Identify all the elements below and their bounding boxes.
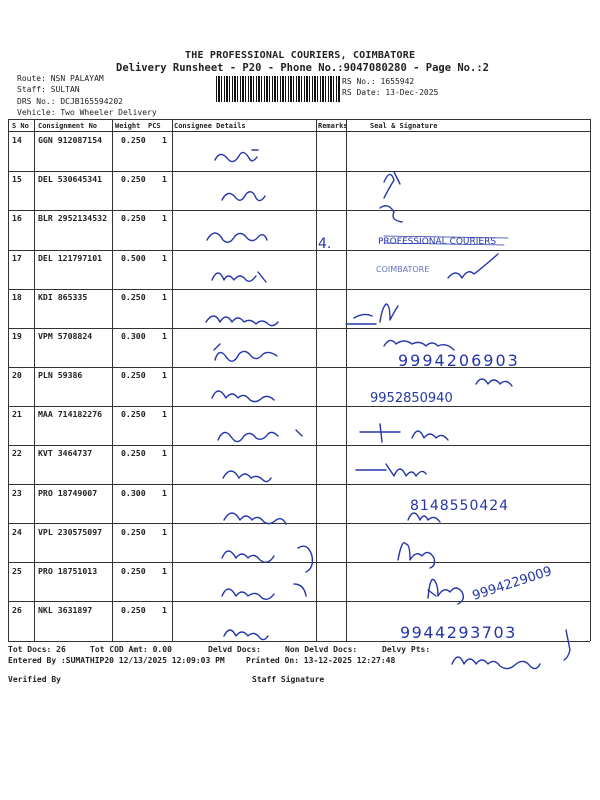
row-pcs: 1 bbox=[162, 488, 167, 498]
col-consignment: Consignment No bbox=[38, 122, 98, 130]
row-pcs: 1 bbox=[162, 174, 167, 184]
phone-25: 9994229009 bbox=[470, 563, 554, 604]
row-sno: 19 bbox=[12, 331, 22, 341]
row-consignment: PLN 59386 bbox=[38, 370, 83, 380]
signature-mark-15 bbox=[380, 206, 402, 222]
row-weight: 0.250 bbox=[121, 448, 146, 458]
printed-on: Printed On: 13-12-2025 12:27:48 bbox=[246, 656, 396, 665]
row-sno: 20 bbox=[12, 370, 22, 380]
col-remarks: Remarks bbox=[318, 122, 348, 130]
row-sno: 21 bbox=[12, 409, 22, 419]
row-sno: 22 bbox=[12, 448, 22, 458]
remark-text-16: 4. bbox=[318, 236, 332, 252]
staff-label: Staff: SULTAN bbox=[17, 85, 80, 94]
signature-mark-22 bbox=[356, 464, 426, 476]
row-sno: 16 bbox=[12, 213, 22, 223]
non-delivered-docs: Non Delvd Docs: bbox=[285, 645, 358, 654]
consignee-signature-26 bbox=[224, 630, 268, 640]
signature-mark-17 bbox=[448, 254, 498, 278]
row-weight: 0.250 bbox=[121, 527, 146, 537]
row-consignment: PRO 18749007 bbox=[38, 488, 98, 498]
row-pcs: 1 bbox=[162, 253, 167, 263]
consignee-signature-25 bbox=[222, 584, 306, 599]
consignee-signature-19 bbox=[214, 344, 277, 361]
col-weight: Weight bbox=[115, 122, 141, 130]
col-pcs: PCS bbox=[148, 122, 161, 130]
signature-mark-24 bbox=[398, 543, 435, 568]
row-sno: 25 bbox=[12, 566, 22, 576]
total-cod: Tot COD Amt: 0.00 bbox=[90, 645, 172, 654]
row-sno: 26 bbox=[12, 605, 22, 615]
row-sno: 14 bbox=[12, 135, 22, 145]
consignee-signature-16 bbox=[207, 233, 267, 242]
signature-mark-14 bbox=[384, 172, 400, 198]
vehicle-label: Vehicle: Two Wheeler Delivery bbox=[17, 108, 157, 117]
consignee-signature-21 bbox=[218, 430, 302, 442]
row-pcs: 1 bbox=[162, 213, 167, 223]
consignee-signature-24 bbox=[222, 546, 312, 572]
signature-mark-25 bbox=[428, 579, 463, 604]
row-pcs: 1 bbox=[162, 331, 167, 341]
row-sno: 17 bbox=[12, 253, 22, 263]
phone-19: 9994206903 bbox=[398, 351, 520, 370]
row-weight: 0.250 bbox=[121, 213, 146, 223]
row-sno: 24 bbox=[12, 527, 22, 537]
rs-date: RS Date: 13-Dec-2025 bbox=[342, 88, 439, 97]
row-pcs: 1 bbox=[162, 566, 167, 576]
staff-signature: Staff Signature bbox=[252, 675, 325, 684]
phone-20: 9952850940 bbox=[370, 391, 453, 406]
drs-number: DRS No.: DCJB165594202 bbox=[17, 97, 123, 106]
row-weight: 0.250 bbox=[121, 605, 146, 615]
signature-mark-19 bbox=[384, 340, 454, 350]
entered-by: Entered By :SUMATHIP20 12/13/2025 12:09:03 PM bbox=[8, 656, 225, 665]
consignee-signature-17 bbox=[212, 272, 266, 282]
row-pcs: 1 bbox=[162, 527, 167, 537]
delivered-docs: Delvd Docs: bbox=[208, 645, 261, 654]
verified-by: Verified By bbox=[8, 675, 61, 684]
row-pcs: 1 bbox=[162, 448, 167, 458]
consignee-signature-18 bbox=[206, 316, 278, 326]
total-docs: Tot Docs: 26 bbox=[8, 645, 66, 654]
row-weight: 0.500 bbox=[121, 253, 146, 263]
col-sno: S No bbox=[12, 122, 29, 130]
row-pcs: 1 bbox=[162, 605, 167, 615]
row-consignment: VPM 5708824 bbox=[38, 331, 93, 341]
phone-26: 9944293703 bbox=[400, 623, 517, 642]
row-weight: 0.250 bbox=[121, 174, 146, 184]
row-pcs: 1 bbox=[162, 409, 167, 419]
consignee-signature-22 bbox=[223, 471, 271, 482]
signature-mark-21 bbox=[360, 424, 448, 442]
signature-mark-23 bbox=[408, 513, 440, 522]
stamp-text-17: COIMBATORE bbox=[376, 265, 430, 274]
row-consignment: DEL 530645341 bbox=[38, 174, 103, 184]
route-label: Route: NSN PALAYAM bbox=[17, 74, 104, 83]
consignee-signature-15 bbox=[222, 192, 265, 201]
row-weight: 0.250 bbox=[121, 292, 146, 302]
rs-number: RS No.: 1655942 bbox=[342, 77, 415, 86]
phone-23: 8148550424 bbox=[410, 498, 510, 514]
row-sno: 18 bbox=[12, 292, 22, 302]
signature-mark-20 bbox=[476, 379, 512, 386]
row-weight: 0.250 bbox=[121, 566, 146, 576]
row-weight: 0.250 bbox=[121, 409, 146, 419]
row-pcs: 1 bbox=[162, 370, 167, 380]
runsheet-subtitle: Delivery Runsheet - P20 - Phone No.:9047080280 - Page No.:2 bbox=[116, 62, 489, 74]
row-pcs: 1 bbox=[162, 292, 167, 302]
row-consignment: NKL 3631897 bbox=[38, 605, 93, 615]
row-consignment: PRO 18751013 bbox=[38, 566, 98, 576]
delivery-points: Delvy Pts: bbox=[382, 645, 431, 654]
row-sno: 15 bbox=[12, 174, 22, 184]
stamp-text-16: PROFESSIONAL COURIERS bbox=[378, 237, 497, 247]
consignee-signature-14 bbox=[215, 150, 258, 162]
row-pcs: 1 bbox=[162, 135, 167, 145]
row-consignment: BLR 2952134532 bbox=[38, 213, 108, 223]
row-weight: 0.250 bbox=[121, 135, 146, 145]
row-consignment: KVT 3464737 bbox=[38, 448, 93, 458]
consignee-signature-23 bbox=[224, 513, 286, 524]
row-consignment: KDI 865335 bbox=[38, 292, 88, 302]
row-weight: 0.250 bbox=[121, 370, 146, 380]
signature-mark-18 bbox=[346, 304, 398, 324]
row-sno: 23 bbox=[12, 488, 22, 498]
row-consignment: GGN 912087154 bbox=[38, 135, 103, 145]
col-consignee: Consignee Details bbox=[174, 122, 246, 130]
row-consignment: MAA 714182276 bbox=[38, 409, 103, 419]
col-signature: Seal & Signature bbox=[370, 122, 438, 130]
row-weight: 0.300 bbox=[121, 488, 146, 498]
row-consignment: DEL 121797101 bbox=[38, 253, 103, 263]
row-consignment: VPL 230575097 bbox=[38, 527, 103, 537]
consignee-signature-20 bbox=[212, 391, 274, 402]
runsheet-title: THE PROFESSIONAL COURIERS, COIMBATORE bbox=[185, 50, 416, 61]
row-weight: 0.300 bbox=[121, 331, 146, 341]
